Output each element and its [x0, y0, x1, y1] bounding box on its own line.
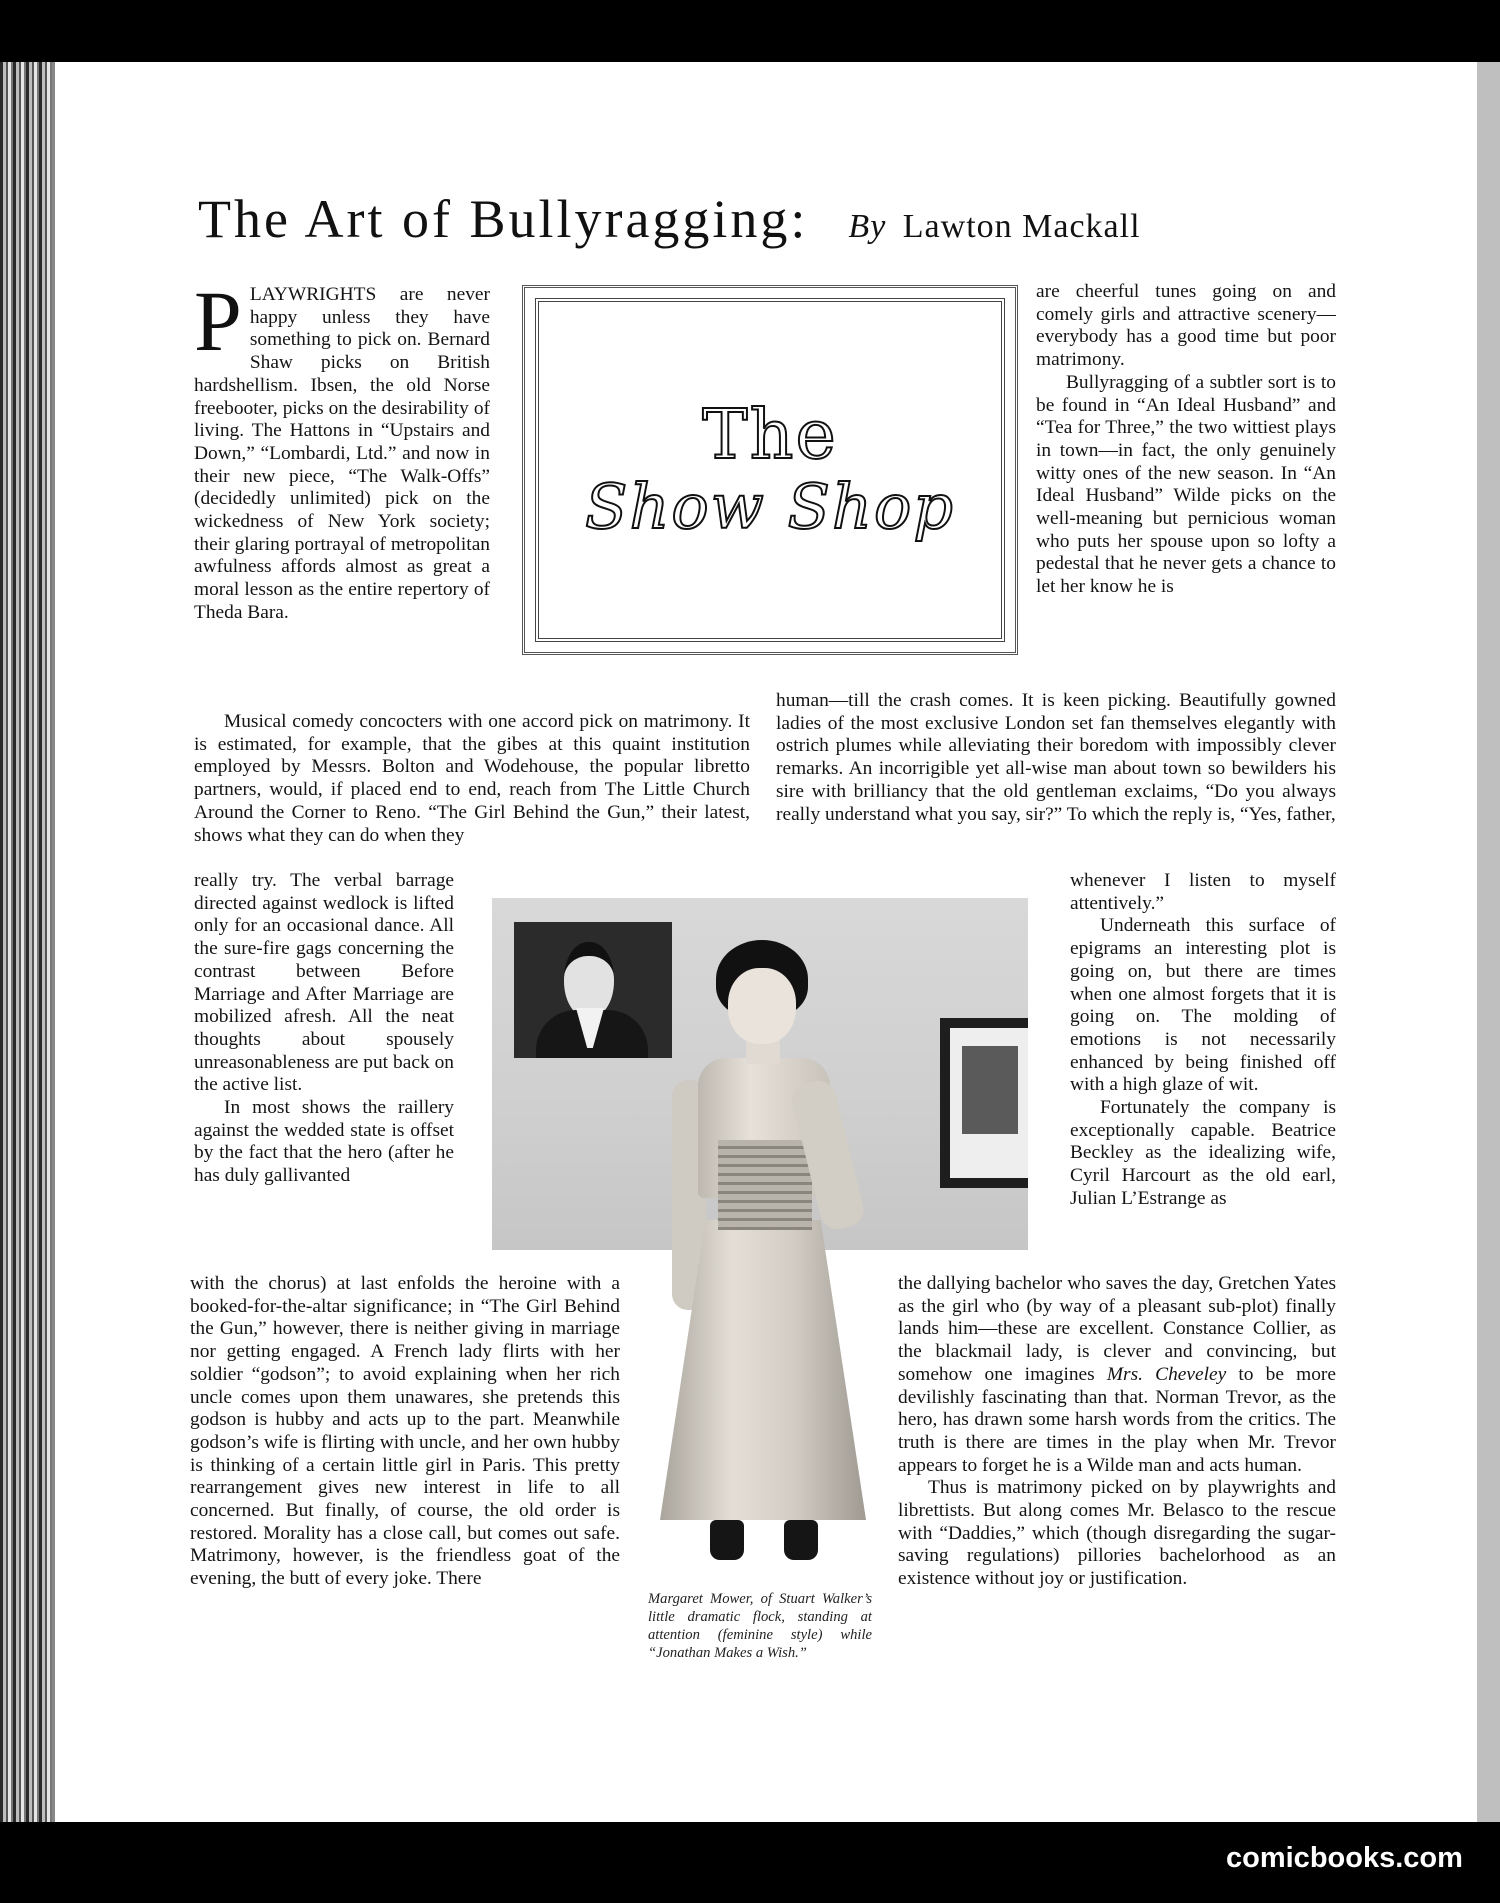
- paragraph: really try. The verbal barrage directed against wedlock is lifted only for an occasional dance. All the sure-fire gags concerning the contrast between Before Marriage and After Marriage are mobilized afresh. All the neat thoughts about spousely unreasonableness are put back on the active list.: [194, 870, 454, 1096]
- byline-by: By: [848, 208, 887, 245]
- frame-art: [962, 1046, 1018, 1134]
- paragraph-text: LAYWRIGHTS are never happy unless they have something to pick on. Bernard Shaw picks on British hardshellism. Ibsen, the old Norse freebooter, picks on the desirability of living. The Hattons in “Upstairs and Down,” “Lombardi, Ltd.” and now in their new piece, “The Walk-Offs” (decidedly unlimited) pick on the wickedness of New York society; their glaring portrayal of metropolitan awfulness affords almost as great a moral lesson as the entire repertory of Theda Bara.: [194, 284, 490, 623]
- paragraph: with the chorus) at last enfolds the heroine with a booked-for-the-altar significance; in “The Girl Behind the Gun,” however, there is neither giving in marriage nor getting engaged. A French lady flirts with her soldier “godson”; to avoid explaining when her rich uncle comes upon them unawares, she pretends this godson is hubby and acts up to the part. Meanwhile godson’s wife is flirting with uncle, and her own hubby is thinking of a certain little girl in Paris. This pretty rearrangement gives new interest in life to all concerned. But finally, of course, the old order is restored. Morality has a close call, but comes out safe. Matrimony, however, is the friendless goat of the evening, the butt of every joke. There: [190, 1273, 620, 1590]
- paragraph: [194, 284, 490, 625]
- logo-line-1: The: [702, 395, 838, 475]
- drop-cap: P: [194, 284, 242, 369]
- article-title: [198, 188, 1338, 258]
- figure-face: [728, 968, 796, 1044]
- watermark: comicbooks.com: [1226, 1842, 1463, 1874]
- photo-caption: Margaret Mower, of Stuart Walker’s little dramatic flock, standing at attention (feminine style) while “Jonathan Makes a Wish.”: [648, 1591, 872, 1661]
- bottom-right-block: [898, 1273, 1336, 1693]
- paragraph: Fortunately the company is exceptionally capable. Beatrice Beckley as the idealizing wife, Cyril Harcourt as the old earl, Julian L’Estrange as: [1070, 1097, 1336, 1209]
- wide-right-block: [776, 690, 1336, 872]
- actress-figure: [646, 940, 886, 1580]
- paragraph: whenever I listen to myself attentively.”: [1070, 870, 1336, 914]
- narrow-left-block: [194, 870, 454, 1274]
- portrait-head: [564, 942, 614, 1018]
- paragraph-text: the dallying bachelor who saves the day, Gretchen Yates as the girl who (by way of a pleasant sub-plot) finally lands him—these are excellent. Constance Collier, as the blackmail lady, is clever and convincing, but somehow one imagines: [898, 1273, 1336, 1385]
- paragraph: human—till the crash comes. It is keen picking. Beautifully gowned ladies of the most exclusive London set fan themselves elegantly with ostrich plumes while alleviating their boredom with impossibly clever remarks. An incorrigible yet all-wise man about town so bewilders his sire with brilliancy that the old gentleman exclaims, “Do you always really understand what you say, sir?” To which the reply is, “Yes, father,: [776, 690, 1336, 825]
- column-left-top: [194, 284, 490, 712]
- paragraph: Bullyragging of a subtler sort is to be found in “An Ideal Husband” and “Tea for Three,” the two wittiest plays in town—in fact, the only genuinely witty ones of the new season. In “An Ideal Husband” Wilde picks on the well-meaning but pernicious woman who puts her spouse upon so lofty a pedestal that he never gets a chance to let her know he is: [1036, 371, 1336, 598]
- byline-author: Lawton Mackall: [902, 208, 1141, 245]
- paragraph: are cheerful tunes going on and comely girls and attractive scenery—everybody has a good time but poor matrimony.: [1036, 281, 1336, 371]
- wall-picture-frame: [940, 1018, 1028, 1188]
- paragraph: In most shows the raillery against the wedded state is offset by the fact that the hero (after he has duly gallivanted: [194, 1097, 454, 1187]
- figure-corset: [718, 1140, 812, 1230]
- paragraph-text: to be more devilishly fascinating than that. Norman Trevor, as the hero, has drawn some harsh words from the critics. The truth is there are times in the play when Mr. Trevor appears to forget he is a Wilde man and acts human.: [898, 1363, 1336, 1476]
- paragraph: [898, 1273, 1336, 1477]
- book-binding: [0, 62, 60, 1822]
- narrow-right-block: [1070, 870, 1336, 1274]
- italic-name: Mrs. Cheveley: [1106, 1363, 1227, 1385]
- show-shop-logo: [522, 285, 1018, 655]
- paragraph: Musical comedy concocters with one accord pick on matrimony. It is estimated, for example, that the gibes at this quaint institution employed by Messrs. Bolton and Wodehouse, the popular libretto partners, would, if placed end to end, reach from The Little Church Around the Corner to Reno. “The Girl Behind the Gun,” their latest, shows what they can do when they: [194, 711, 750, 846]
- logo-line-2: Show Shop: [585, 470, 955, 544]
- paragraph: Underneath this surface of epigrams an interesting plot is going on, but there are times when one almost forgets that it is going on. The molding of emotions is not necessarily enhanced by being finished off with a high glaze of wit.: [1070, 915, 1336, 1096]
- figure-shoe: [784, 1520, 818, 1560]
- paragraph: Thus is matrimony picked on by playwrights and librettists. But along comes Mr. Belasco to the rescue with “Daddies,” which (though disregarding the sugar-saving regulations) pillories bachelorhood as an existence without joy or justification.: [898, 1477, 1336, 1590]
- figure-shoe: [710, 1520, 744, 1560]
- logo-frame: [535, 298, 1005, 642]
- title-main: The Art of Bullyragging:: [198, 189, 809, 249]
- wide-left-block: [194, 711, 750, 871]
- column-right-top: [1036, 281, 1336, 691]
- bottom-left-block: [190, 1273, 620, 1693]
